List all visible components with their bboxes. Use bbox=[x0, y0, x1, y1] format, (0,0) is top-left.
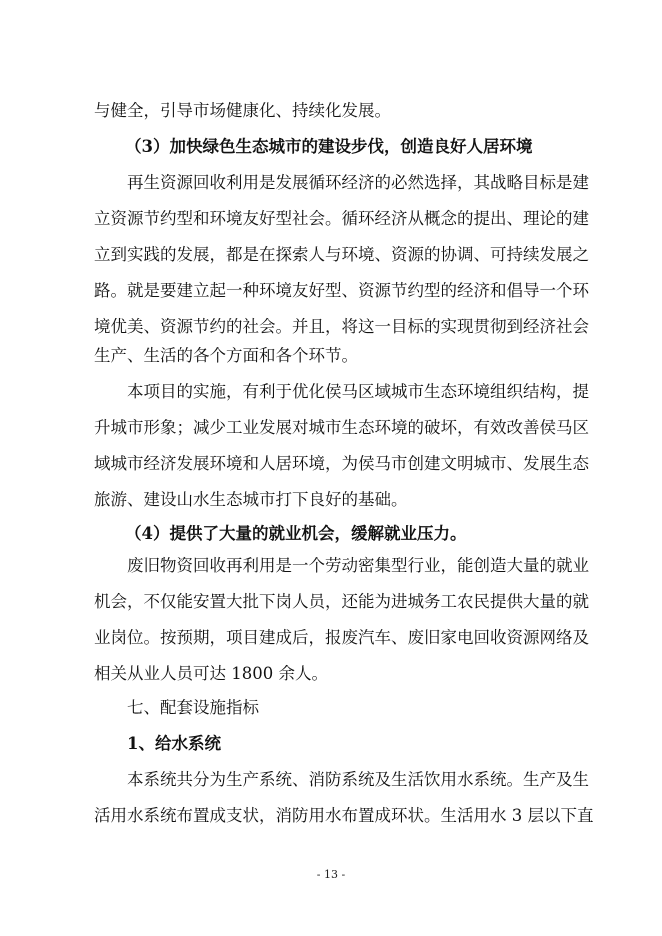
text-line-10: 升城市形象；减少工业发展对城市生态环境的破坏，有效改善侯马区 bbox=[94, 418, 589, 437]
text-line-11: 域城市经济发展环境和人居环境，为侯马市创建文明城市、发展生态 bbox=[94, 454, 589, 473]
subsection-heading-water-supply: 1、给水系统 bbox=[127, 734, 221, 753]
text-line-1: 与健全，引导市场健康化、持续化发展。 bbox=[94, 101, 391, 120]
text-line-7: 境优美、资源节约的社会。并且，将这一目标的实现贯彻到经济社会 bbox=[94, 317, 589, 336]
text-line-16: 业岗位。按预期，项目建成后，报废汽车、废旧家电回收资源网络及 bbox=[94, 628, 589, 647]
chapter-heading-7: 七、配套设施指标 bbox=[127, 698, 259, 717]
text-line-6: 路。就是要建立起一种环境友好型、资源节约型的经济和倡导一个环 bbox=[94, 281, 589, 300]
text-line-21: 活用水系统布置成支状，消防用水布置成环状。生活用水 3 层以下直 bbox=[94, 806, 594, 825]
section-heading-3: （3）加快绿色生态城市的建设步伐，创造良好人居环境 bbox=[125, 137, 533, 156]
text-line-4: 立资源节约型和环境友好型社会。循环经济从概念的提出、理论的建 bbox=[94, 209, 589, 228]
text-line-9: 本项目的实施，有利于优化侯马区域城市生态环境组织结构，提 bbox=[127, 382, 589, 401]
text-line-20: 本系统共分为生产系统、消防系统及生活饮用水系统。生产及生 bbox=[127, 770, 589, 789]
text-line-5: 立到实践的发展，都是在探索人与环境、资源的协调、可持续发展之 bbox=[94, 245, 589, 264]
text-line-12: 旅游、建设山水生态城市打下良好的基础。 bbox=[94, 490, 408, 509]
text-line-15: 机会，不仅能安置大批下岗人员，还能为进城务工农民提供大量的就 bbox=[94, 592, 589, 611]
text-line-17: 相关从业人员可达 1800 余人。 bbox=[94, 664, 328, 683]
page-number: - 13 - bbox=[316, 868, 346, 881]
text-line-8: 生产、生活的各个方面和各个环节。 bbox=[94, 346, 358, 365]
section-heading-4: （4）提供了大量的就业机会，缓解就业压力。 bbox=[125, 524, 467, 543]
text-line-14: 废旧物资回收再利用是一个劳动密集型行业，能创造大量的就业 bbox=[127, 556, 589, 575]
text-line-3: 再生资源回收利用是发展循环经济的必然选择，其战略目标是建 bbox=[127, 173, 589, 192]
